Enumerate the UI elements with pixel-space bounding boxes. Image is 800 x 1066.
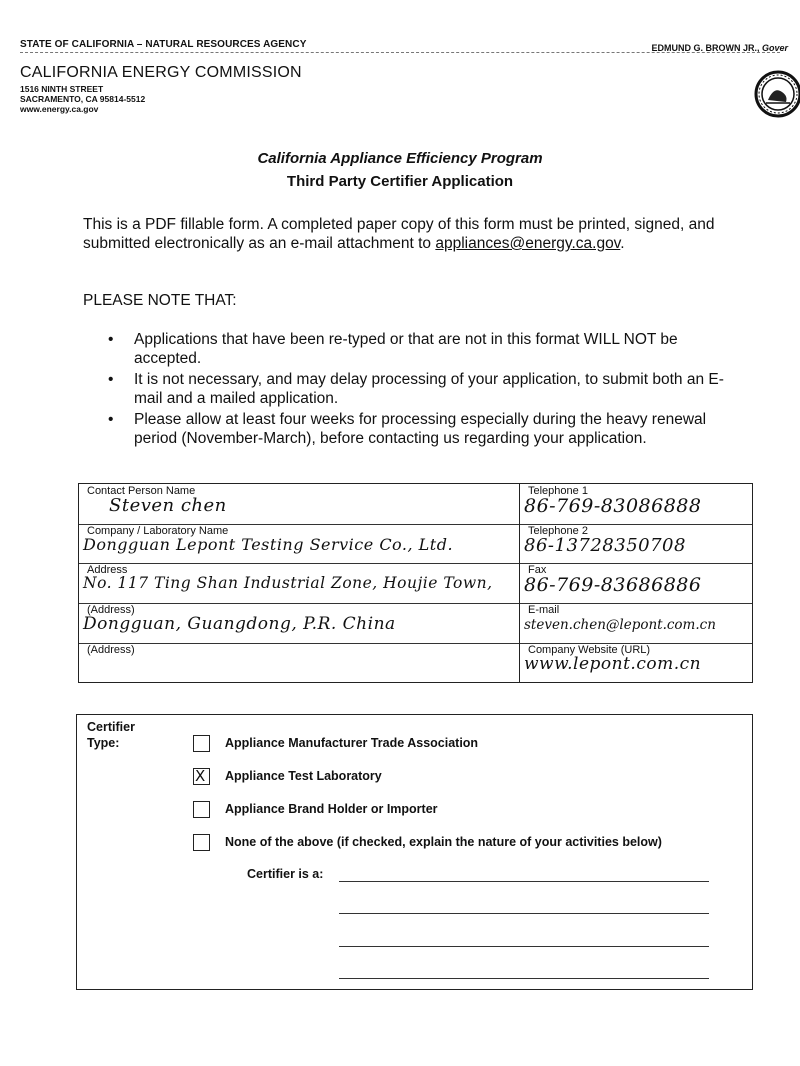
check-x-icon: X [195,767,206,785]
telephone-1-label: Telephone 1 [528,485,588,497]
address-field-2[interactable] [79,603,519,643]
company-name-label: Company / Laboratory Name [87,525,229,537]
program-title: California Appliance Efficiency Program [257,150,543,167]
address-label-3: (Address) [87,644,135,656]
address-city: SACRAMENTO, CA 95814-5512 [20,94,146,104]
state-seal-icon [752,70,800,118]
contact-info-box [78,483,753,683]
email-label: E-mail [528,604,560,616]
certifier-type-label-line-1: Certifier [87,720,135,734]
checkbox[interactable] [193,801,210,818]
form-title: Third Party Certifier Application [286,173,514,190]
address-field-3[interactable] [79,643,519,683]
fax-value: 86-769-83686886 [524,574,702,596]
bullet-text: Please allow at least four weeks for processing especially during the heavy renewal period (November-March), before contacting us regarding your application. [134,411,707,447]
option-label: Appliance Brand Holder or Importer [225,802,438,816]
telephone-1-field[interactable] [520,484,752,524]
email-value: steven.chen@lepont.com.cn [524,617,716,633]
bullet-icon: • [108,371,114,388]
website-field[interactable] [520,643,752,683]
certifier-type-box [76,714,753,990]
certifier-explanation-line-2[interactable] [339,913,709,914]
list-item [108,370,748,408]
governor-suffix: Gover [761,43,788,53]
list-item [108,410,748,448]
list-item [108,330,748,368]
option-label: Appliance Test Laboratory [225,769,382,783]
fax-label: Fax [528,564,547,576]
contact-name-field[interactable] [79,484,519,524]
bullet-text: Applications that have been re-typed or that are not in this format WILL NOT be accepted. [134,331,678,367]
governor-name-text: EDMUND G. BROWN JR., [651,43,760,53]
option-label: Appliance Manufacturer Trade Association [225,736,479,750]
certifier-explanation-line-3[interactable] [339,946,709,947]
email-field[interactable] [520,603,752,643]
please-note-heading: PLEASE NOTE THAT: [83,292,237,309]
telephone-2-value: 86-13728350708 [524,535,686,556]
address-value-2: Dongguan, Guangdong, P.R. China [83,614,396,634]
certifier-explanation-line-1[interactable] [339,881,709,882]
certifier-is-a-label: Certifier is a: [247,867,324,881]
contact-name-label: Contact Person Name [87,485,196,497]
commission-name: CALIFORNIA ENERGY COMMISSION [20,64,302,81]
intro-text: This is a PDF fillable form. A completed paper copy of this form must be printed, signed, and submitted electronically as an e-mail attachment to [83,216,715,252]
certifier-type-label-line-2: Type: [87,736,120,750]
address-street: 1516 NINTH STREET [20,84,104,94]
bullet-icon: • [108,331,114,348]
fax-field[interactable] [520,563,752,603]
company-name-field[interactable] [79,524,519,563]
bullet-icon: • [108,411,114,428]
certifier-type-label [87,719,157,751]
website-label: Company Website (URL) [528,644,651,656]
address-label-1: Address [87,564,128,576]
option-label: None of the above (if checked, explain the nature of your activities below) [225,835,662,849]
address-label-2: (Address) [87,604,135,616]
contact-name-value: Steven chen [109,495,227,516]
website-value: www.lepont.com.cn [524,654,702,674]
checkbox[interactable] [193,834,210,851]
note-bullet-list [108,330,748,450]
company-name-value: Dongguan Lepont Testing Service Co., Ltd. [83,535,454,554]
submission-email-link[interactable]: appliances@energy.ca.gov [435,235,621,252]
intro-paragraph [83,215,723,253]
telephone-2-label: Telephone 2 [528,525,588,537]
telephone-1-value: 86-769-83086888 [524,495,702,517]
checkbox[interactable] [193,735,210,752]
agency-name: STATE OF CALIFORNIA – NATURAL RESOURCES AGENCY [20,39,307,50]
address-value-1: No. 117 Ting Shan Industrial Zone, Houjie Town, [83,574,493,592]
certifier-explanation-line-4[interactable] [339,978,709,979]
letterhead-divider [20,52,780,53]
intro-period: . [620,235,625,252]
checkbox-checked[interactable] [193,768,210,785]
telephone-2-field[interactable] [520,524,752,563]
bullet-text: It is not necessary, and may delay processing of your application, to submit both an E-mail and a mailed application. [134,371,724,407]
address-website: www.energy.ca.gov [20,104,99,114]
address-field-1[interactable] [79,563,519,603]
